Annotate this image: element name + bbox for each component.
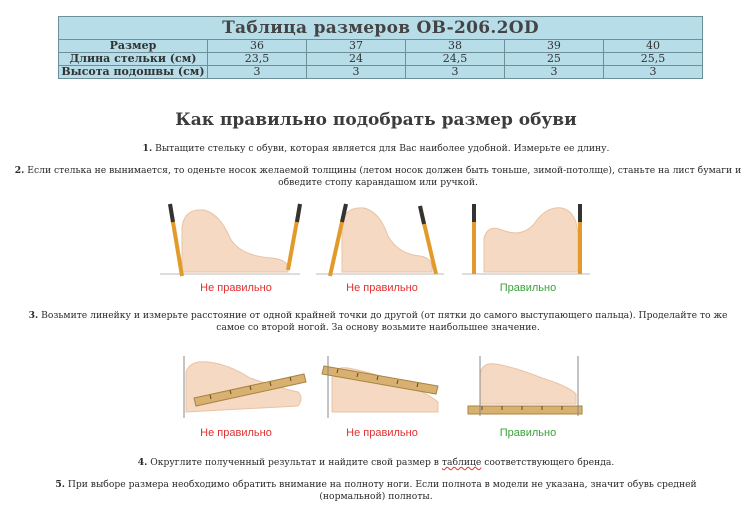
table-cell: 25,5 — [603, 53, 702, 66]
table-cell: 24 — [307, 53, 406, 66]
step-text: Возьмите линейку и измерьте расстояние от одной крайней точки до другой (от пятки до самого выступающего пальца). Проделайте то же самое со второй ногой. За основу возьмите наибольшее значение. — [41, 310, 728, 333]
caption-right: Правильно — [499, 427, 557, 439]
foot-ruler-wrong-2-illustration — [318, 352, 448, 422]
caption-wrong: Не правильно — [200, 427, 272, 439]
table-cell: 25 — [504, 53, 603, 66]
foot-pencil-right-illustration — [462, 198, 592, 280]
guide-title: Как правильно подобрать размер обуви — [175, 110, 577, 130]
table-cell: 3 — [405, 66, 504, 79]
row-label: Высота подошвы (см) — [59, 66, 208, 79]
step-number: 5. — [55, 479, 65, 490]
caption-wrong: Не правильно — [346, 282, 418, 294]
row-label: Длина стельки (см) — [59, 53, 208, 66]
foot-pencil-wrong-1-illustration — [160, 198, 310, 280]
step-1 — [40, 143, 712, 155]
foot-pencil-wrong-2-illustration — [316, 198, 446, 280]
step-number: 4. — [137, 457, 148, 468]
step-text-misspelled-word: таблице — [441, 457, 482, 468]
step-text: соответствующего бренда. — [481, 457, 615, 468]
table-cell: 39 — [504, 40, 603, 53]
step-number: 3. — [28, 310, 39, 321]
pencil-icon — [288, 204, 300, 270]
table-cell: 3 — [504, 66, 603, 79]
step-text: При выборе размера необходимо обратить внимание на полноту ноги. Если полнота в модели не указана, значит обувь средней (нормальной) полноты. — [67, 479, 697, 502]
step-number: 2. — [14, 165, 25, 176]
table-cell: 37 — [307, 40, 406, 53]
step-text: Вытащите стельку с обуви, которая является для Вас наиболее удобной. Измерьте ее длину. — [155, 143, 610, 154]
table-row — [59, 53, 703, 66]
step-3 — [14, 310, 742, 334]
step-number: 1. — [142, 143, 153, 154]
step-2 — [14, 165, 742, 189]
step-text: Округлите полученный результат и найдите свой размер в — [150, 457, 442, 468]
row-label: Размер — [59, 40, 208, 53]
table-cell: 3 — [603, 66, 702, 79]
step-5 — [30, 479, 722, 503]
table-cell: 3 — [307, 66, 406, 79]
pencil-icon — [170, 204, 182, 276]
caption-wrong: Не правильно — [200, 282, 272, 294]
size-table — [58, 16, 703, 79]
step-4 — [40, 457, 712, 469]
step-text: Если стелька не вынимается, то оденьте носок желаемой толщины (летом носок должен быть тоньше, зимой-потолще), станьте на лист бумаги и обведите стопу карандашом или ручкой. — [27, 165, 742, 188]
table-cell: 40 — [603, 40, 702, 53]
foot-ruler-wrong-1-illustration — [180, 352, 310, 422]
table-cell: 23,5 — [207, 53, 306, 66]
table-cell: 3 — [207, 66, 306, 79]
table-cell: 24,5 — [405, 53, 504, 66]
table-cell: 36 — [207, 40, 306, 53]
table-cell: 38 — [405, 40, 504, 53]
ruler-icon — [468, 406, 582, 414]
caption-wrong: Не правильно — [346, 427, 418, 439]
caption-right: Правильно — [499, 282, 557, 294]
table-row — [59, 66, 703, 79]
size-table-title: Таблица размеров OB-206.2OD — [59, 17, 703, 40]
table-row — [59, 40, 703, 53]
foot-ruler-right-illustration — [462, 352, 592, 422]
